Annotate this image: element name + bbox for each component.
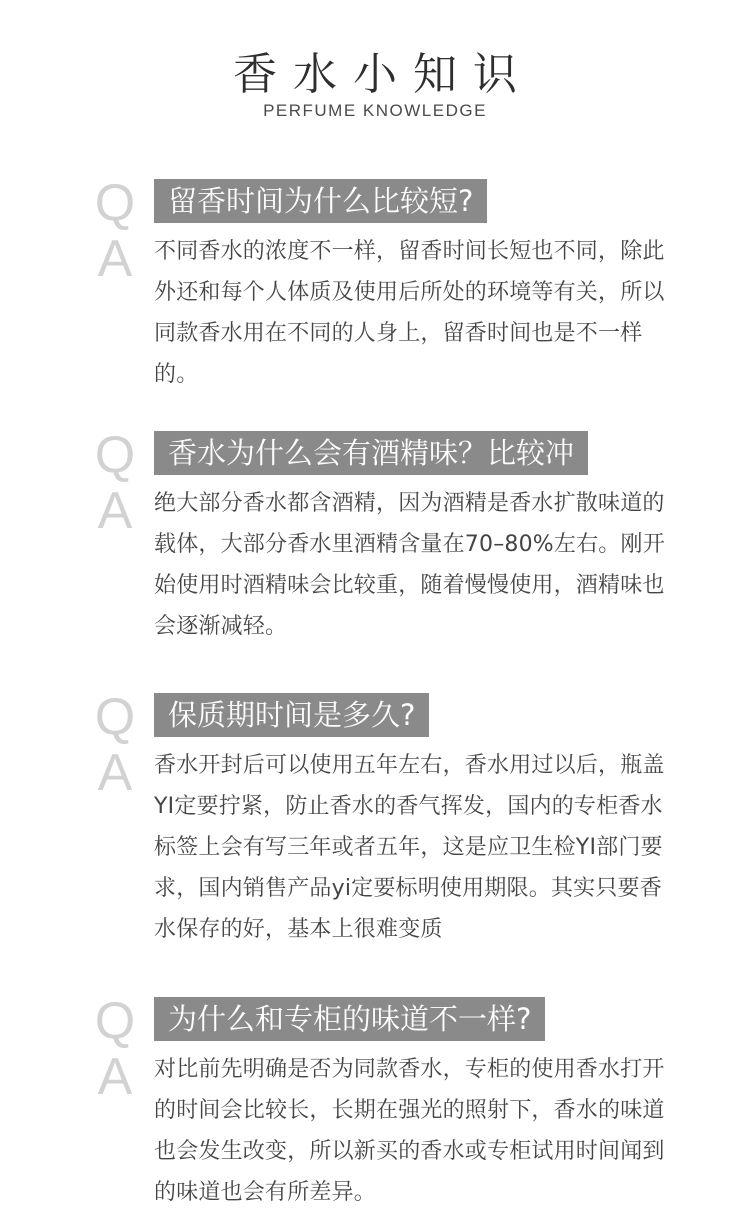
answer-text: 绝大部分香水都含酒精，因为酒精是香水扩散味道的载体，大部分香水里酒精含量在70–80%左右。刚开始使用时酒精味会比较重，随着慢慢使用，酒精味也会逐渐减轻。 [154, 491, 665, 639]
page-title: 香水小知识 [233, 49, 533, 100]
question-bar: 香水为什么会有酒精味？比较冲 [154, 431, 588, 475]
q-mark: Q [94, 992, 136, 1050]
q-mark: Q [94, 174, 136, 232]
a-mark: A [97, 744, 133, 802]
question-bar: 保质期时间是多久? [154, 693, 429, 737]
a-mark: A [97, 482, 133, 540]
question-bar: 留香时间为什么比较短? [154, 179, 487, 223]
a-mark: A [97, 230, 133, 288]
answer-text: 对比前先明确是否为同款香水，专柜的使用香水打开的时间会比较长，长期在强光的照射下，香水的味道也会发生改变，所以新买的香水或专柜试用时间闻到的味道也会有所差异。 [154, 1057, 665, 1205]
q-mark: Q [94, 688, 136, 746]
q-mark: Q [94, 426, 136, 484]
answer-text: 香水开封后可以使用五年左右，香水用过以后，瓶盖YI定要拧紧，防止香水的香气挥发，国内的专柜香水标签上会有写三年或者五年，这是应卫生检YI部门要求，国内销售产品yi定要标明使用期限。其实只要香水保存的好，基本上很难变质 [154, 753, 665, 942]
answer-text: 不同香水的浓度不一样，留香时间长短也不同，除此外还和每个人体质及使用后所处的环境等有关，所以同款香水用在不同的人身上，留香时间也是不一样的。 [154, 239, 665, 387]
a-mark: A [97, 1048, 133, 1106]
question-bar: 为什么和专柜的味道不一样? [154, 997, 545, 1041]
page-subtitle: PERFUME KNOWLEDGE [263, 101, 487, 120]
